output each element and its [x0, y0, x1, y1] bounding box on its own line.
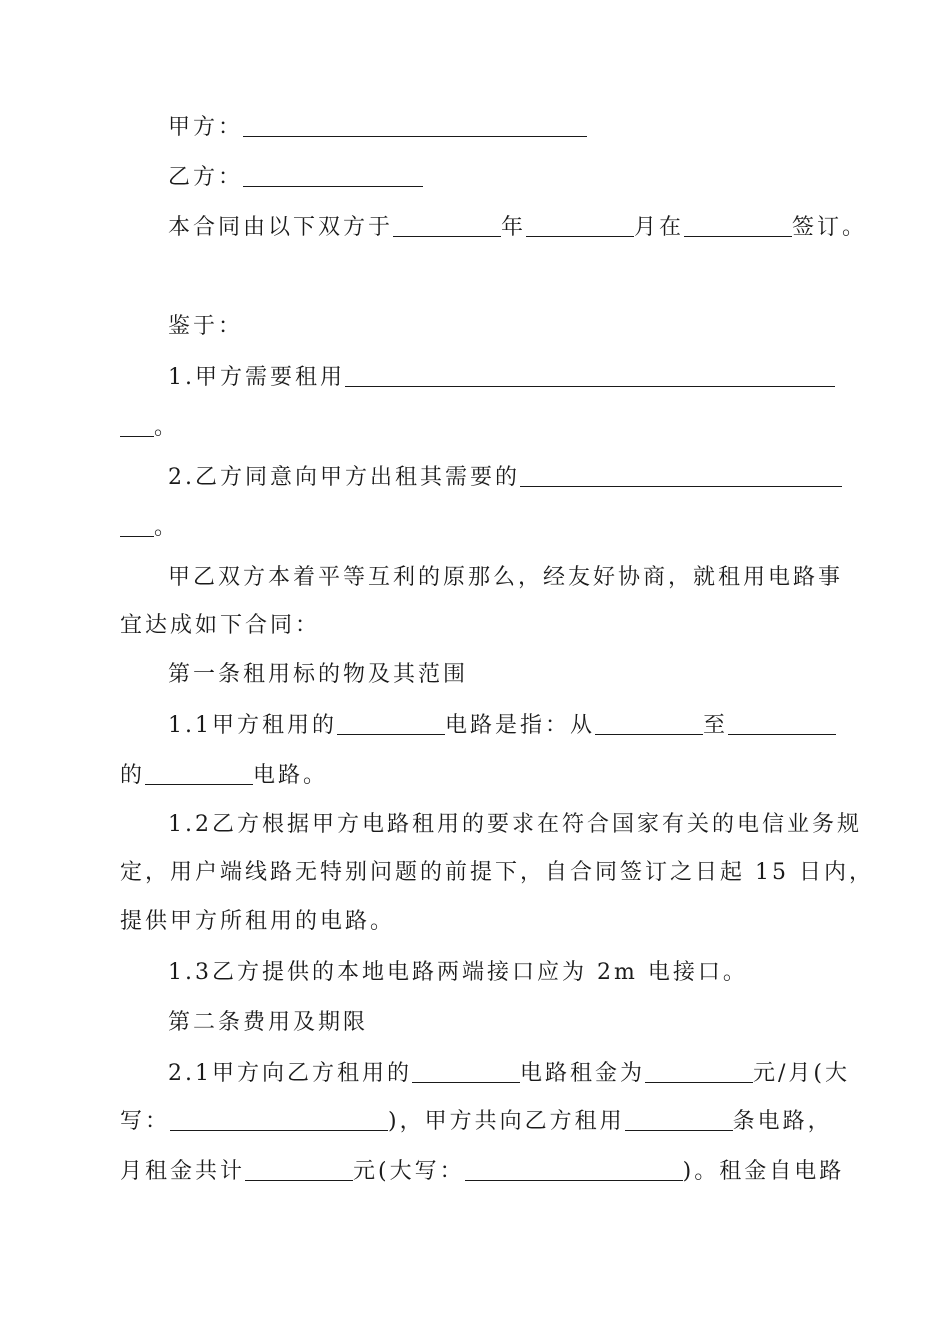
clause-2-1-circuits: 条电路， — [732, 1109, 833, 1134]
clause-2-1-total-words: 元(大写： — [353, 1159, 465, 1184]
month-label: 月在 — [634, 215, 685, 240]
clause-2-1-unit: 元/月(大 — [753, 1061, 851, 1086]
from-blank — [595, 712, 703, 735]
clause-1-1 — [168, 711, 836, 741]
recital-1-blank-cont — [120, 414, 154, 437]
article-2-heading — [168, 1008, 368, 1038]
preamble-line-2 — [120, 611, 320, 641]
signing-line — [168, 213, 867, 243]
signed-label: 签订。 — [792, 215, 868, 240]
clause-2-1-write: 写： — [120, 1109, 171, 1134]
party-a-blank — [243, 114, 587, 137]
party-a-line — [168, 113, 587, 143]
clause-1-1-cont — [120, 761, 328, 791]
clause-1-1-end: 电路。 — [253, 763, 329, 788]
recital-1 — [168, 363, 835, 393]
year-label: 年 — [501, 215, 527, 240]
clause-1-2-line-2 — [120, 858, 874, 888]
whereas-heading — [168, 312, 243, 342]
circuit-blank — [145, 762, 253, 785]
whereas-label: 鉴于： — [168, 314, 244, 339]
clause-1-2-line-1 — [168, 810, 862, 840]
year-blank — [393, 214, 501, 237]
clause-2-1-total: 月租金共计 — [120, 1159, 246, 1184]
clause-1-1-of: 的 — [120, 763, 146, 788]
preamble-line-1 — [168, 563, 843, 593]
article-1-title: 第一条租用标的物及其范围 — [168, 662, 469, 687]
clause-2-1-end: )。租金自电路 — [682, 1159, 845, 1184]
circuit-count-blank — [625, 1108, 733, 1131]
party-b-label: 乙方： — [168, 165, 244, 190]
circuit-rent-blank — [412, 1060, 520, 1083]
preamble-text-1: 甲乙双方本着平等互利的原那么，经友好协商，就租用电路事 — [168, 565, 844, 590]
clause-2-1-line-2 — [120, 1107, 833, 1137]
article-1-heading — [168, 660, 468, 690]
recital-1-blank — [345, 364, 835, 387]
preamble-text-2: 宜达成如下合同： — [120, 613, 321, 638]
clause-1-1-text: 1.1甲方租用的 — [168, 713, 337, 738]
recital-2-end: 。 — [154, 515, 180, 540]
circuit-type-blank — [337, 712, 445, 735]
party-b-blank — [243, 164, 423, 187]
recital-2 — [168, 463, 842, 493]
clause-1-1-to: 至 — [703, 713, 729, 738]
recital-2-blank-cont — [120, 514, 154, 537]
rent-amount-blank — [645, 1060, 753, 1083]
party-a-label: 甲方： — [168, 115, 244, 140]
recital-2-blank — [520, 464, 842, 487]
clause-1-2-text-1: 1.2乙方根据甲方电路租用的要求在符合国家有关的电信业务规 — [168, 812, 862, 837]
clause-1-1-from: 电路是指：从 — [445, 713, 596, 738]
clause-1-2-text-2: 定，用户端线路无特别问题的前提下，自合同签订之日起 15 日内， — [120, 860, 874, 885]
month-blank — [526, 214, 634, 237]
clause-1-2-text-3: 提供甲方所租用的电路。 — [120, 909, 396, 934]
recital-1-text: 1.甲方需要租用 — [168, 365, 345, 390]
clause-1-2-line-3 — [120, 907, 395, 937]
recital-1-end: 。 — [154, 415, 180, 440]
article-2-title: 第二条费用及期限 — [168, 1010, 369, 1035]
clause-1-3-text: 1.3乙方提供的本地电路两端接口应为 2m 电接口。 — [168, 960, 748, 985]
clause-2-1-rent: 电路租金为 — [520, 1061, 646, 1086]
recital-2-cont — [120, 513, 179, 543]
rent-words-blank — [170, 1108, 388, 1131]
total-words-blank — [465, 1158, 683, 1181]
signing-text: 本合同由以下双方于 — [168, 215, 394, 240]
recital-1-cont — [120, 413, 179, 443]
to-blank — [728, 712, 836, 735]
place-blank — [684, 214, 792, 237]
clause-2-1-text: 2.1甲方向乙方租用的 — [168, 1061, 412, 1086]
clause-2-1-line-1 — [168, 1059, 850, 1089]
party-b-line — [168, 163, 423, 193]
clause-1-3 — [168, 958, 748, 988]
recital-2-text: 2.乙方同意向甲方出租其需要的 — [168, 465, 520, 490]
total-blank — [245, 1158, 353, 1181]
clause-2-1-line-3 — [120, 1157, 844, 1187]
clause-2-1-count: )，甲方共向乙方租用 — [388, 1109, 625, 1134]
